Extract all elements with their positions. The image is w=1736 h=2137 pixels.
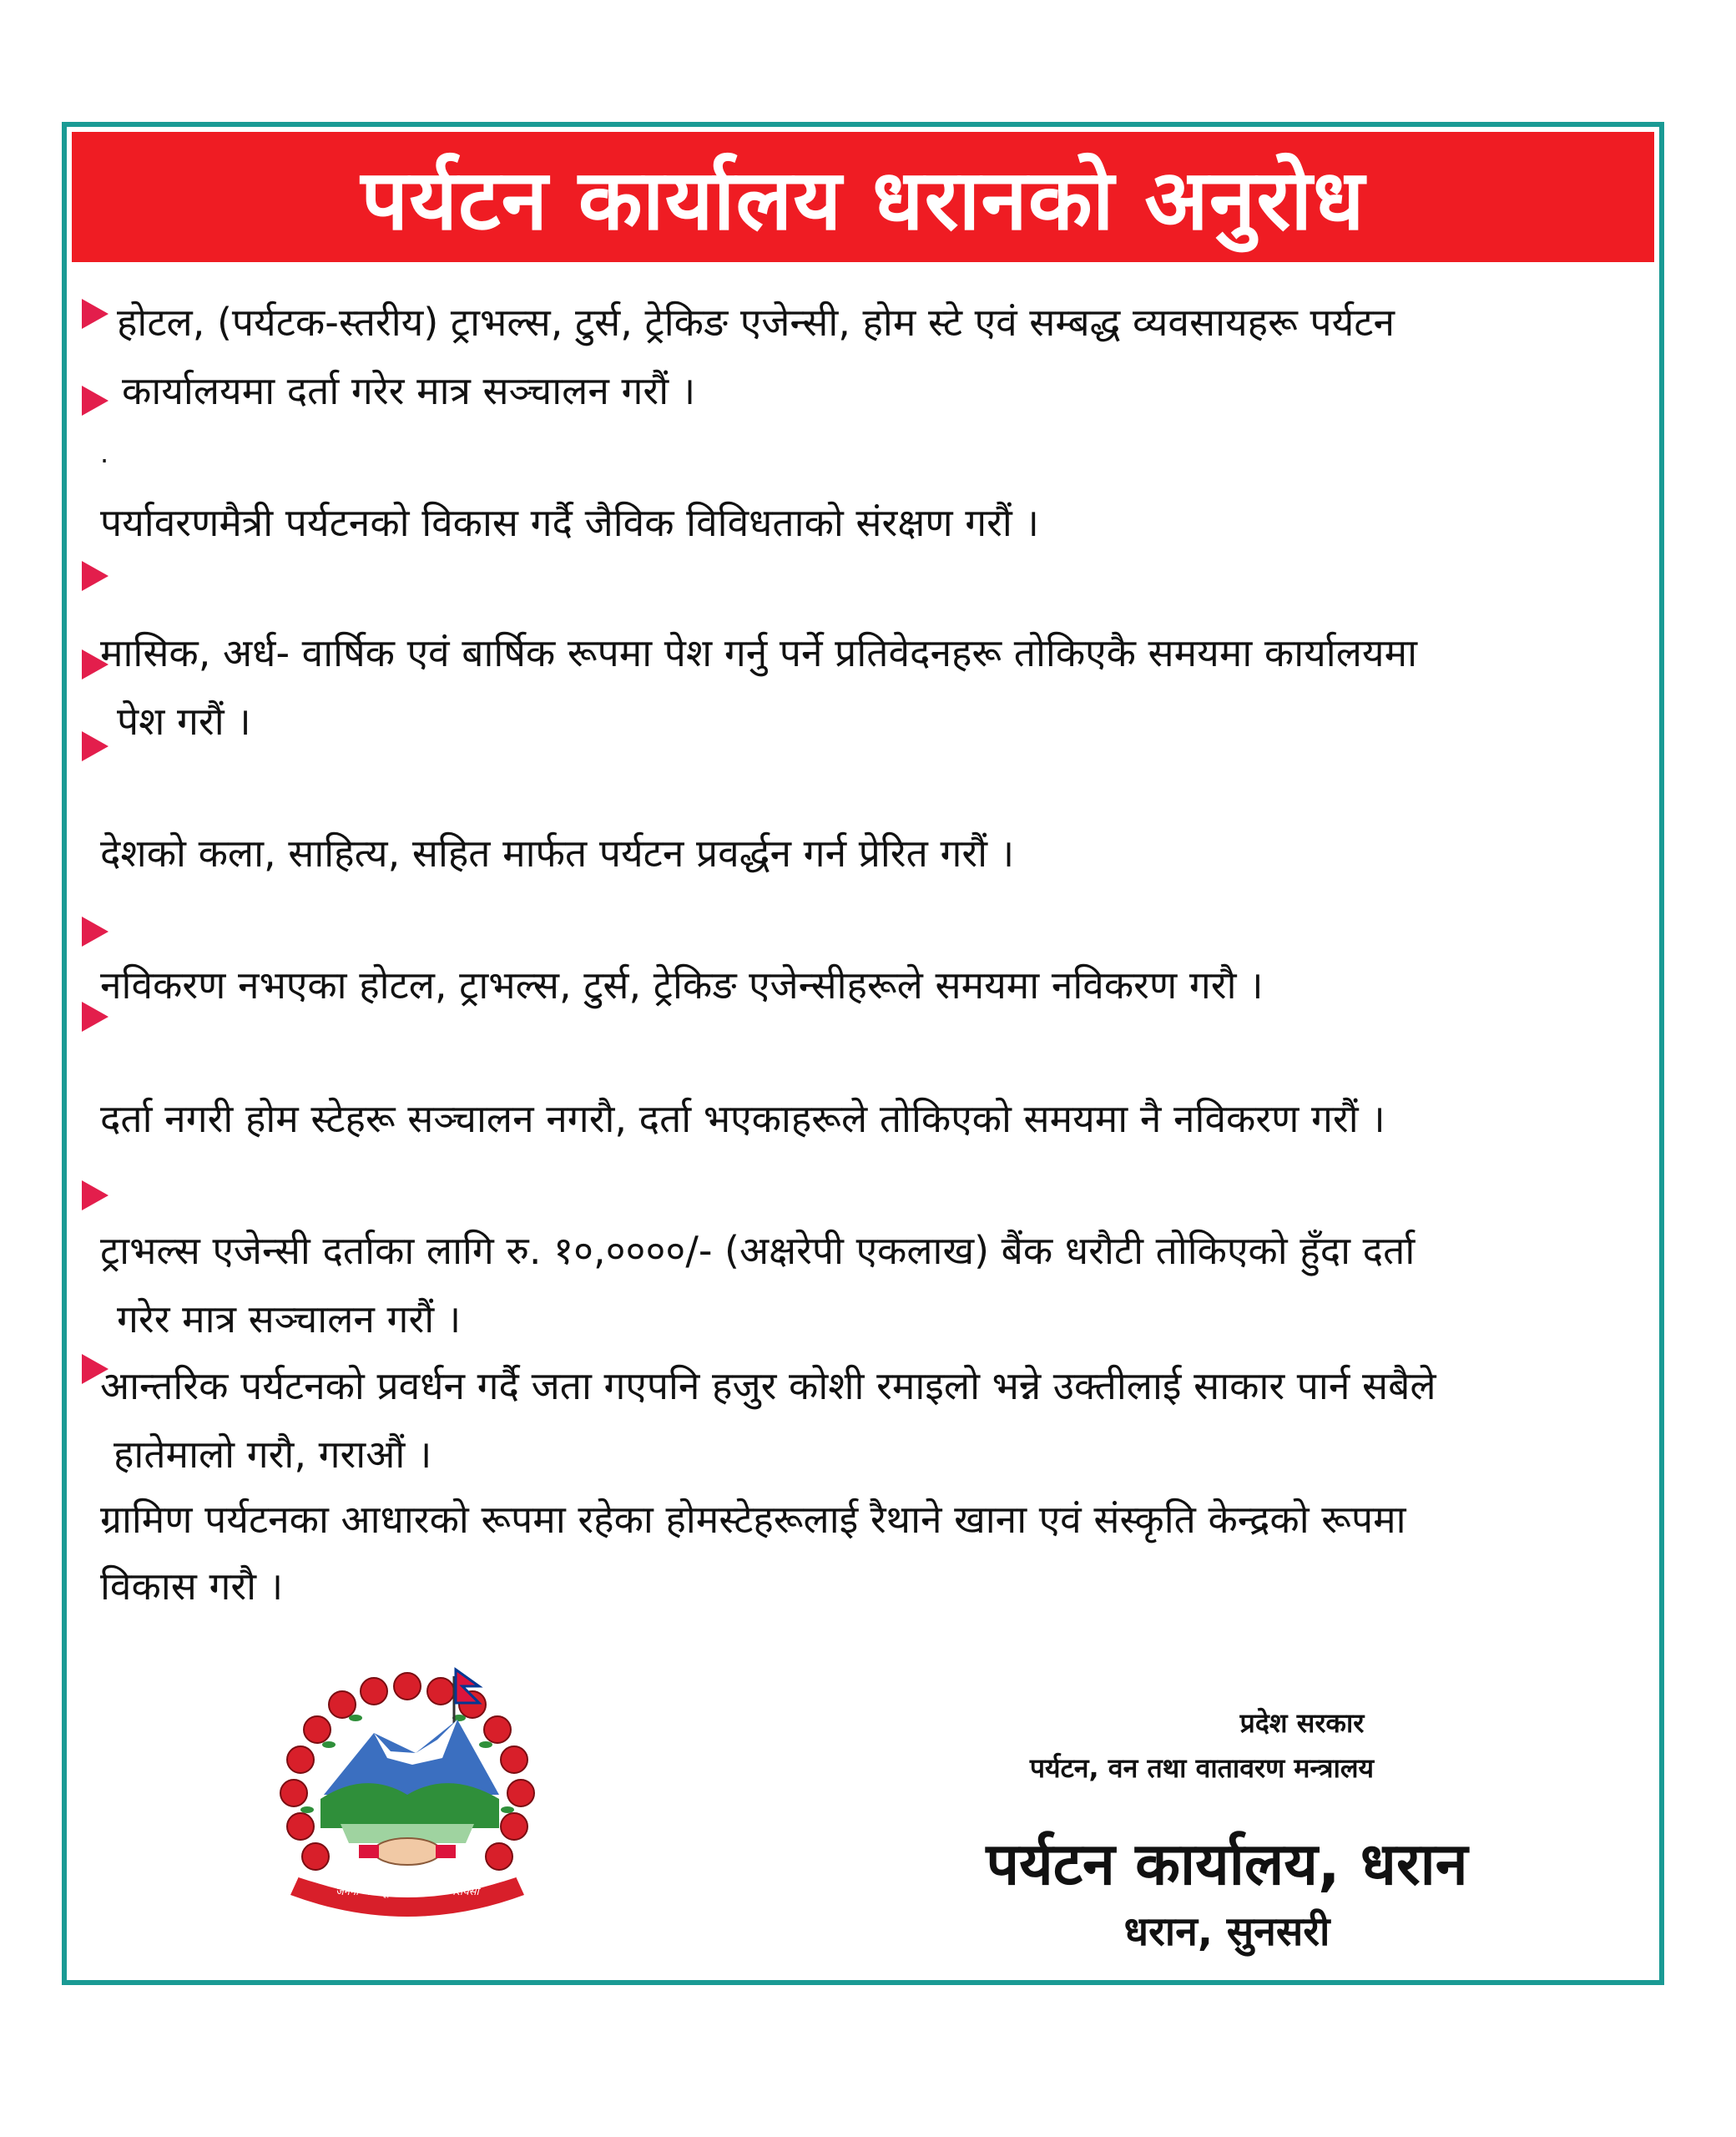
request-line: हातेमालो गरौ, गराऔं । — [114, 1432, 432, 1477]
request-line: पर्यावरणमैत्री पर्यटनको विकास गर्दै जैविक विविधताको संरक्षण गरौं । — [100, 500, 1039, 545]
request-line: होटल, (पर्यटक-स्तरीय) ट्राभल्स, टुर्स, ट्रेकिङ एजेन्सी, होम स्टे एवं सम्बद्ध व्यवसायहरू पर्यटन — [117, 300, 1395, 345]
bullet-triangle — [82, 1180, 108, 1210]
request-line: गरेर मात्र सञ्चालन गरौं । — [117, 1296, 462, 1341]
request-line: कार्यालयमा दर्ता गरेर मात्र सञ्चालन गरौं । — [122, 368, 696, 413]
request-line: पेश गरौं । — [117, 699, 251, 744]
request-line: दर्ता नगरी होम स्टेहरू सञ्चालन नगरौ, दर्ता भएकाहरूले तोकिएको समयमा नै नविकरण गरौं । — [100, 1096, 1385, 1141]
bullet-triangle — [82, 731, 108, 761]
bullet-triangle — [82, 386, 108, 416]
request-line: आन्तरिक पर्यटनको प्रवर्धन गर्दै जता गएपनि हजुर कोशी रमाइलो भन्ने उक्तीलाई साकार पार्न सबैले — [100, 1363, 1436, 1408]
office-address: धरान, सुनसरी — [1123, 1908, 1330, 1955]
ministry-name: पर्यटन, वन तथा वातावरण मन्त्रालय — [1029, 1752, 1375, 1784]
stray-mark: . — [100, 437, 109, 469]
request-line: नविकरण नभएका होटल, ट्राभल्स, टुर्स, ट्रेकिङ एजेन्सीहरूले समयमा नविकरण गरौ । — [100, 962, 1264, 1008]
bullet-triangle — [82, 561, 108, 591]
office-name: पर्यटन कार्यालय, धरान — [986, 1830, 1468, 1898]
bullet-triangle — [82, 299, 108, 329]
province-government: प्रदेश सरकार — [1239, 1707, 1365, 1739]
request-line: ग्रामिण पर्यटनका आधारको रूपमा रहेका होमस्टेहरूलाई रैथाने खाना एवं संस्कृति केन्द्रको रूपमा — [100, 1497, 1406, 1542]
nepal-emblem — [249, 1653, 566, 1928]
banner-title: पर्यटन कार्यालय धरानको अनुरोध — [72, 132, 1654, 262]
request-line: विकास गरौ । — [100, 1564, 284, 1609]
request-line: देशको कला, साहित्य, सहित मार्फत पर्यटन प्रवर्द्धन गर्न प्रेरित गरौं । — [100, 831, 1015, 876]
bullet-triangle — [82, 917, 108, 947]
request-line: मासिक, अर्ध- वार्षिक एवं बार्षिक रूपमा पेश गर्नु पर्ने प्रतिवेदनहरू तोकिएकै समयमा कार्यालयमा — [100, 630, 1417, 675]
emblem-motto: जननी जन्मभूमिश्च स्वर्गादपि गरीयसी — [336, 1886, 479, 1898]
request-line: ट्राभल्स एजेन्सी दर्ताका लागि रु. १०,००००/- (अक्षरेपी एकलाख) बैंक धरौटी तोकिएको हुँदा दर्ता — [100, 1228, 1416, 1273]
